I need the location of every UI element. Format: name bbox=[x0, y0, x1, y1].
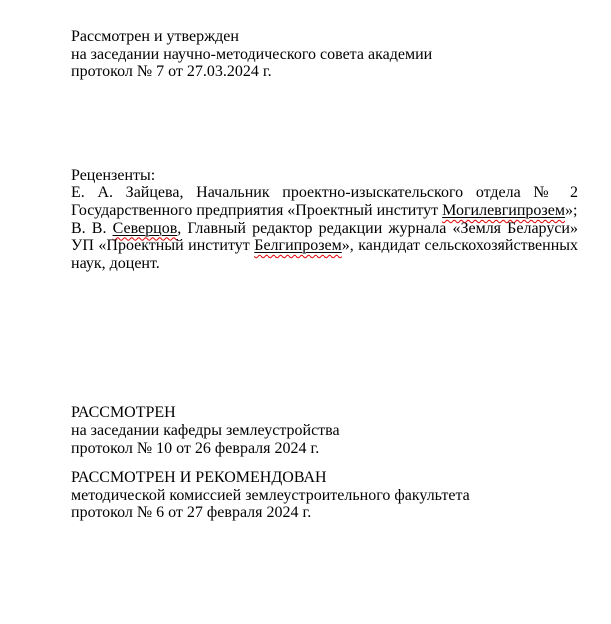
reviewer1-line-2-text: Государственного предприятия «Проектный институт bbox=[71, 201, 443, 219]
spellcheck-squiggle bbox=[442, 202, 565, 219]
department-approval-line-2: на заседании кафедры землеустройства bbox=[71, 421, 340, 439]
reviewer1-line-2-tail: »; bbox=[564, 201, 578, 219]
faculty-approval-line-3: протокол № 6 от 27 февраля 2024 г. bbox=[71, 504, 312, 522]
approval-line-3: протокол № 7 от 27.03.2024 г. bbox=[71, 63, 272, 81]
approval-line-2: на заседании научно-методического совета академии bbox=[71, 45, 433, 63]
reviewer2-line-1-tail: , Главный редактор редакции журнала «Земля Беларуси» bbox=[177, 219, 578, 237]
approval-block bbox=[71, 28, 578, 81]
reviewer2-line-2-text: УП «Проектный институт bbox=[71, 237, 255, 255]
flagged-word-mogilevgiprozem: Могилевгипрозем bbox=[442, 201, 565, 219]
reviewers-heading: Рецензенты: bbox=[71, 166, 156, 184]
reviewer2-line-1 bbox=[71, 220, 578, 238]
spellcheck-squiggle bbox=[254, 237, 342, 254]
department-approval-line-1: РАССМОТРЕН bbox=[71, 404, 176, 422]
faculty-approval-line-1: РАССМОТРЕН И РЕКОМЕНДОВАН bbox=[71, 469, 327, 487]
reviewer2-line-1-text: В. В. bbox=[71, 219, 113, 237]
faculty-approval-line-2: методической комиссией землеустроительного факультета bbox=[71, 486, 470, 504]
department-approval-block bbox=[71, 404, 578, 457]
department-approval-line-3: протокол № 10 от 26 февраля 2024 г. bbox=[71, 439, 320, 457]
reviewer1-line-1: Е. А. Зайцева, Начальник проектно-изыскательского отдела № 2 bbox=[71, 184, 578, 202]
reviewer2-line-3: наук, доцент. bbox=[71, 254, 160, 272]
reviewer2-line-2 bbox=[71, 237, 578, 255]
reviewer2-line-2-tail: », кандидат сельскохозяйственных bbox=[341, 237, 579, 255]
faculty-approval-block bbox=[71, 469, 578, 522]
reviewer1-line-2 bbox=[71, 202, 578, 220]
spellcheck-squiggle bbox=[113, 220, 178, 237]
flagged-word-severtsov: Северцов bbox=[112, 219, 178, 237]
approval-line-1: Рассмотрен и утвержден bbox=[71, 28, 239, 45]
reviewers-block bbox=[71, 167, 578, 273]
flagged-word-belgiprozem: Белгипрозем bbox=[254, 237, 342, 255]
